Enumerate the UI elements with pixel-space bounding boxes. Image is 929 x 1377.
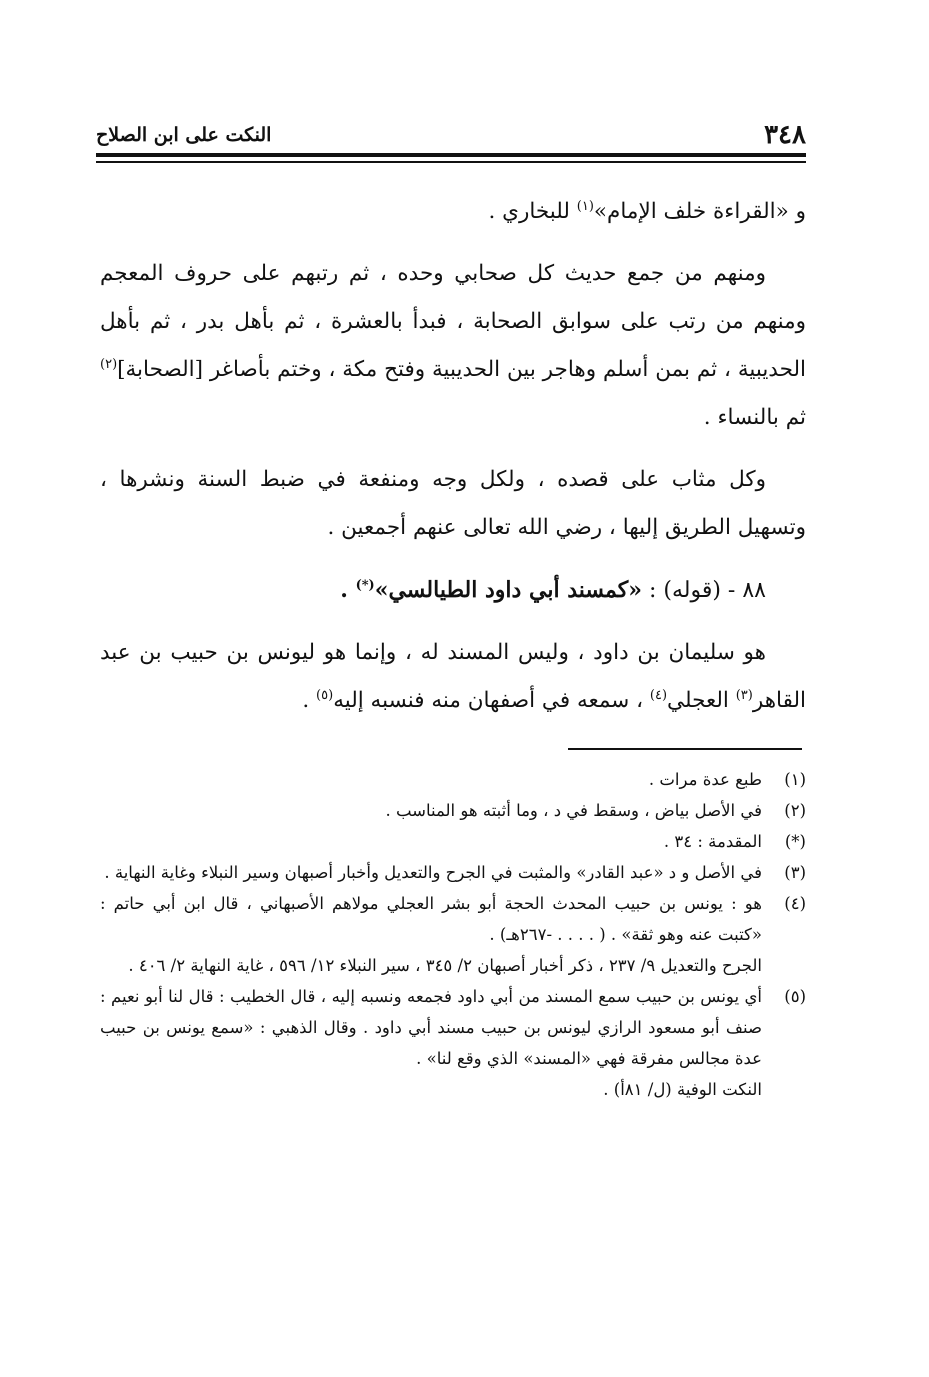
- footnote-ref: (١): [576, 199, 594, 215]
- footnote-5-sources: النكت الوفية (ل/ ٨١أ) .: [603, 1080, 762, 1099]
- paragraph-text: هو سليمان بن داود ، وليس المسند له ، وإنما هو ليونس بن حبيب بن عبد القاهر: [100, 640, 806, 713]
- paragraph-text: و «القراءة خلف الإمام»: [593, 199, 806, 224]
- footnote-text: أي يونس بن حبيب سمع المسند من أبي داود فجمعه ونسبه إليه ، قال الخطيب : قال لنا أبو نعيم : صنف أبو مسعود الرازي ليونس بن حبيب مسند أبي داود . وقال الذهبي : «سمع يونس بن حبيب عدة مجالس مفرقة فهي «المسند» الذي وقع لنا» .: [100, 987, 762, 1068]
- footnote-4: [100, 888, 806, 950]
- footnote-text: المقدمة : ٣٤ .: [663, 832, 762, 851]
- footnote-2: [100, 795, 806, 826]
- page-header: [96, 118, 806, 154]
- footnote-ref: (٣): [735, 688, 753, 704]
- paragraph-3: وكل مثاب على قصده ، ولكل وجه ومنفعة في ضبط السنة ونشرها ، وتسهيل الطريق إليها ، رضي الله تعالى عنهم أجمعين .: [100, 467, 806, 540]
- paragraph-text: ومنهم من جمع حديث كل صحابي وحده ، ثم رتبهم على حروف المعجم ومنهم من رتب على سوابق الصحابة ، فبدأ بالعشرة ، ثم بأهل بدر ، ثم بأهل الحديبية ، ثم بمن أسلم وهاجر بين الحديبية وفتح مكة ، وختم بأصاغر [الصحابة]: [100, 261, 806, 382]
- footnote-ref: (٤): [649, 688, 668, 704]
- footnote-ref: (٢): [100, 357, 118, 373]
- footnote-number: (٥): [784, 987, 806, 1006]
- footnote-number: (٣): [784, 863, 806, 882]
- footnote-text: طبع عدة مرات .: [648, 770, 762, 789]
- footnote-separator: [568, 748, 802, 750]
- footnote-number: (٤): [784, 894, 806, 913]
- footnote-5: [100, 981, 806, 1074]
- footnotes: [100, 764, 806, 1105]
- footnote-text: في الأصل و د «عبد القادر» والمثبت في الجرح والتعديل وأخبار أصبهان وسير النبلاء وغاية النهاية .: [104, 863, 762, 882]
- footnote-4-sources: الجرح والتعديل ٩/ ٢٣٧ ، ذكر أخبار أصبهان ٢/ ٣٤٥ ، سير النبلاء ١٢/ ٥٩٦ ، غاية النهاية ٢/ ٤٠٦ .: [128, 956, 762, 975]
- header-rule-thin: [96, 161, 806, 163]
- footnote-ref: (*): [355, 578, 375, 594]
- paragraph-text: العجلي: [667, 688, 736, 713]
- footnote-star: [100, 826, 806, 857]
- running-title: النكت على ابن الصلاح: [96, 124, 272, 146]
- header-rule-thick: [96, 153, 806, 157]
- main-text: [100, 188, 806, 739]
- paragraph-text: ثم بالنساء .: [703, 405, 806, 430]
- footnote-number: (*): [784, 832, 806, 851]
- footnote-ref: (٥): [316, 688, 334, 704]
- paragraph-text: للبخاري .: [488, 199, 577, 224]
- paragraph-4: [100, 629, 806, 725]
- paragraph-2: [100, 250, 806, 442]
- page-number: ٣٤٨: [764, 120, 806, 150]
- paragraph-1: [100, 188, 806, 236]
- heading-number: ٨٨ - (قوله) :: [641, 578, 766, 603]
- paragraph-text: .: [302, 688, 317, 713]
- heading-quote: «كمسند أبي داود الطيالسي»: [374, 577, 642, 603]
- section-heading: [100, 566, 806, 615]
- footnote-number: (١): [784, 770, 806, 789]
- heading-end: .: [340, 577, 356, 603]
- footnote-text: في الأصل بياض ، وسقط في د ، وما أثبته هو المناسب .: [385, 801, 762, 820]
- footnote-1: [100, 764, 806, 795]
- footnote-number: (٢): [784, 801, 806, 820]
- footnote-3: [100, 857, 806, 888]
- footnote-text: هو : يونس بن حبيب المحدث الحجة أبو بشر العجلي مولاهم الأصبهاني ، قال ابن أبي حاتم : «كتبت عنه وهو ثقة» . ( . . . . -٢٦٧هـ) .: [100, 894, 762, 944]
- paragraph-text: ، سمعه في أصفهان منه فنسبه إليه: [333, 688, 650, 713]
